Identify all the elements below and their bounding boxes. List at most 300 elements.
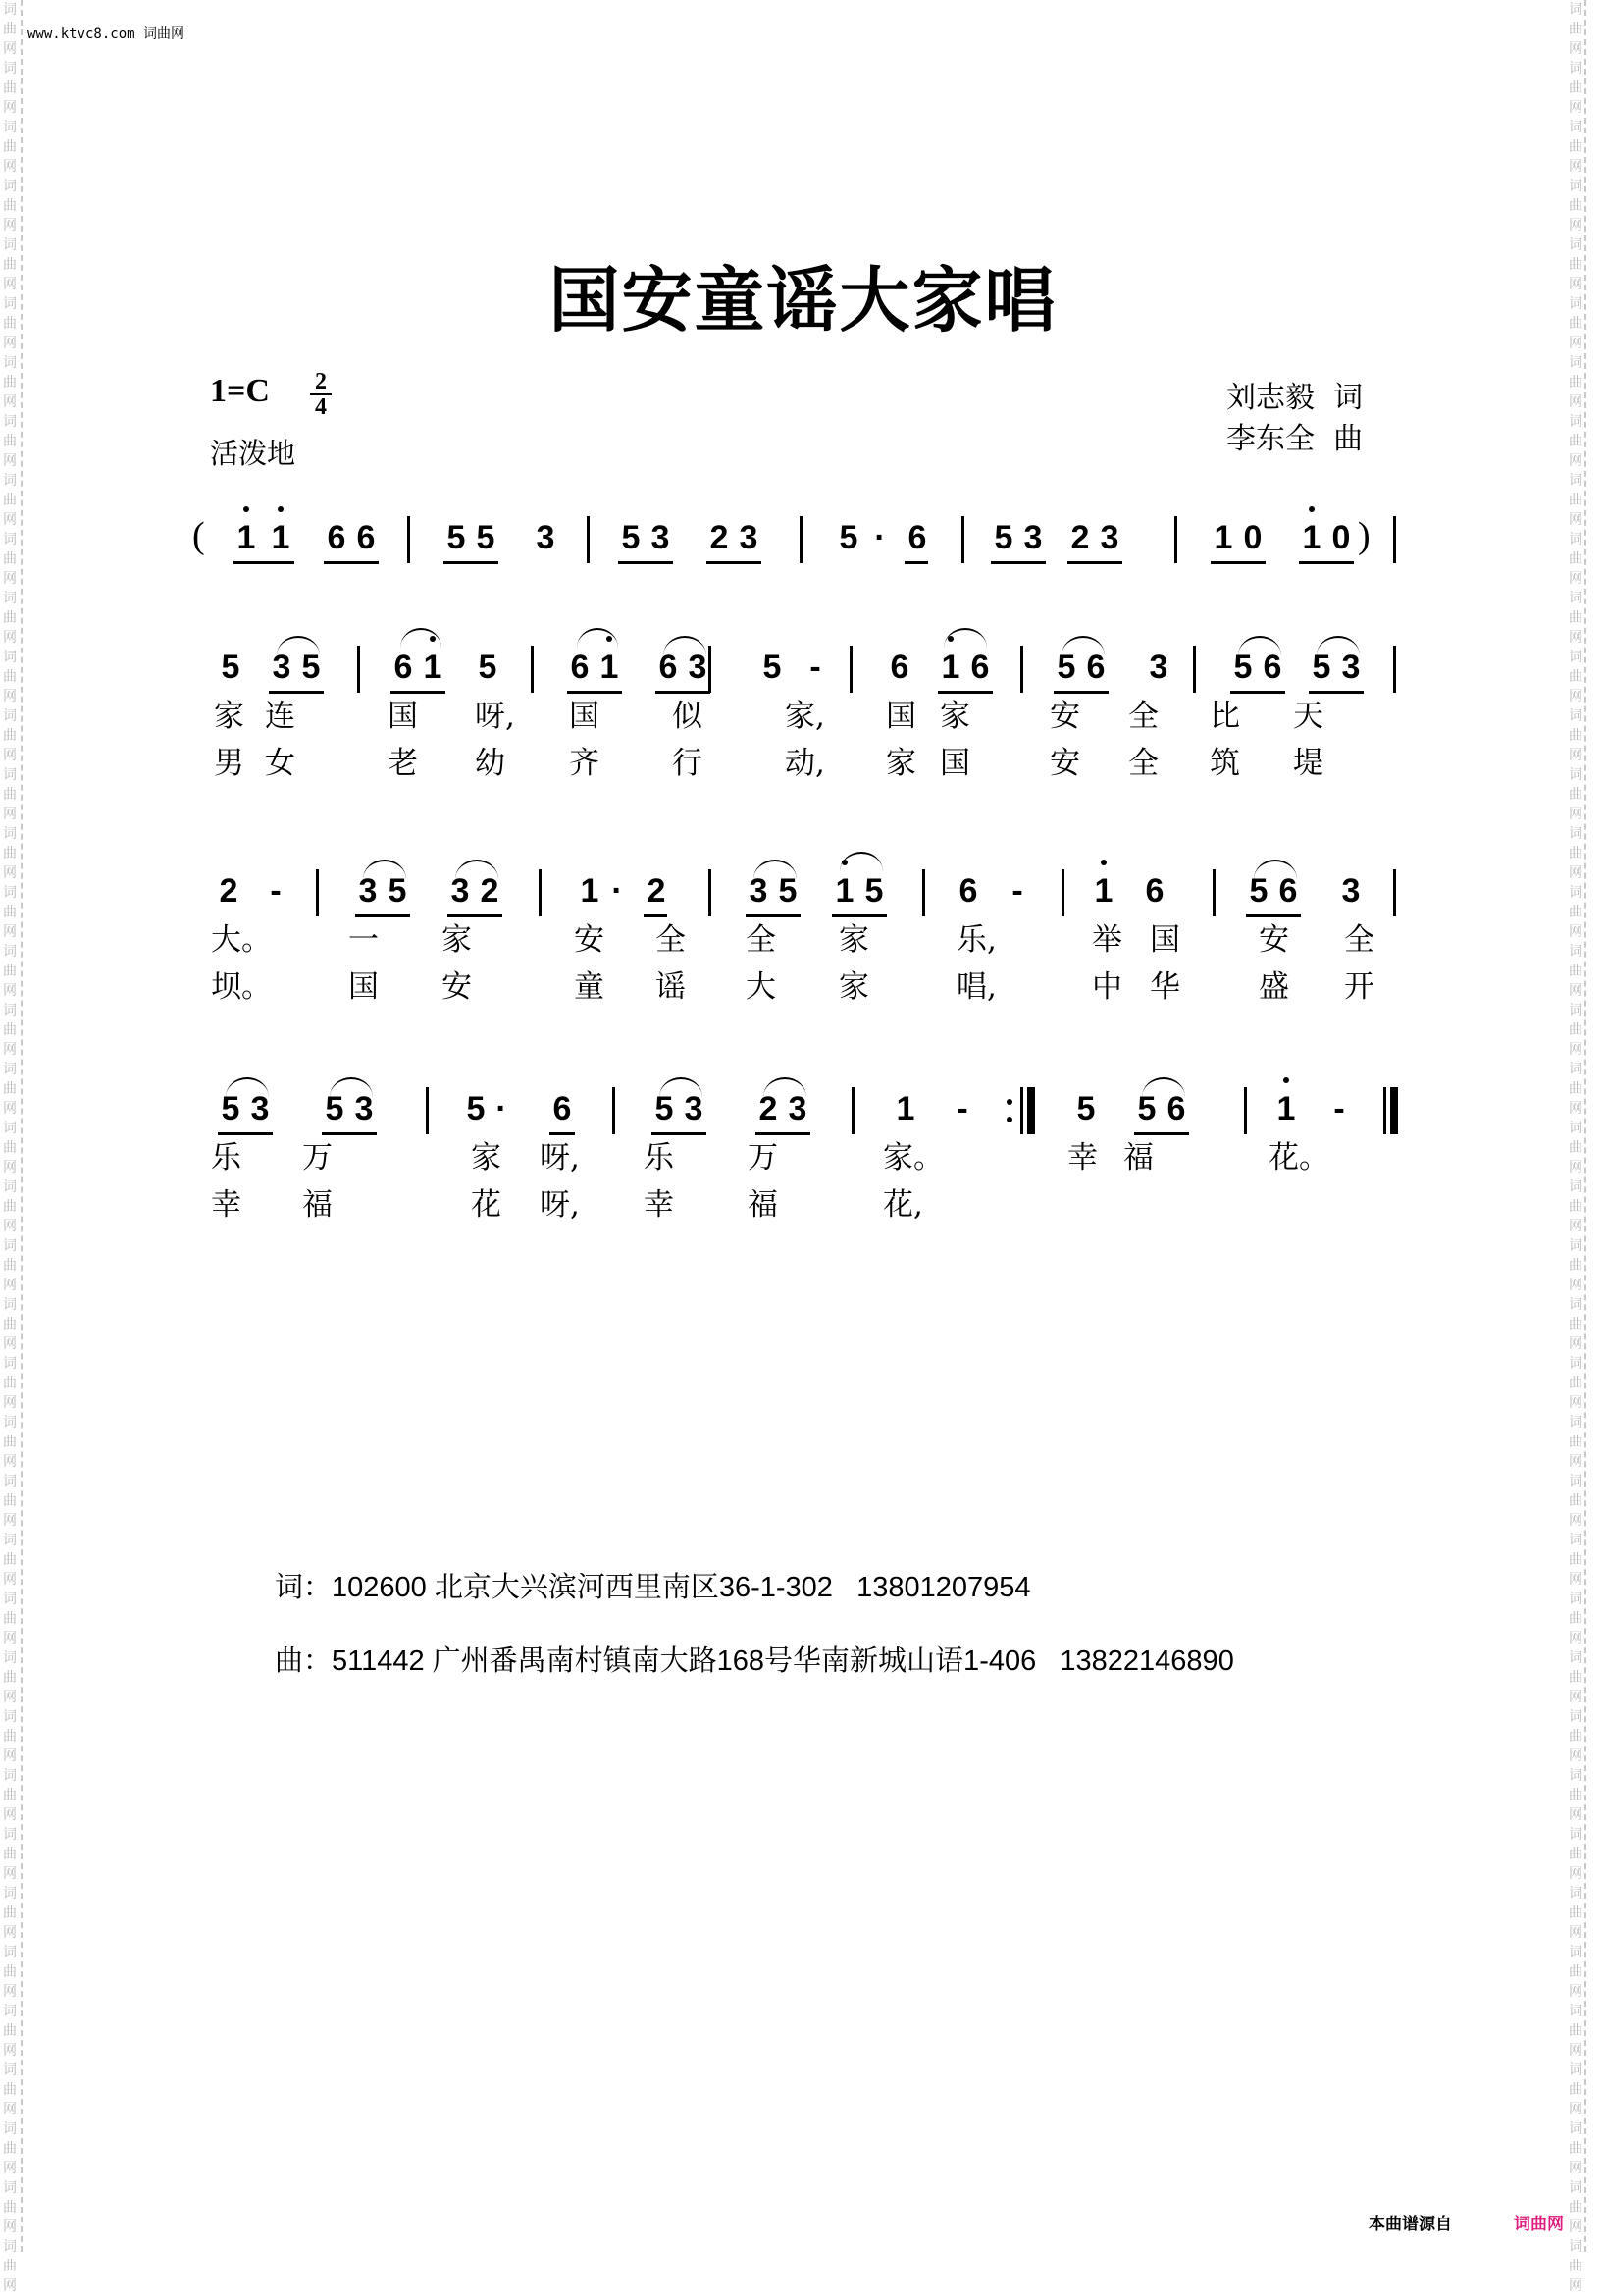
beam-underline bbox=[746, 914, 801, 917]
watermark-text: 词 曲 网 bbox=[1569, 1592, 1582, 1646]
barline bbox=[1393, 869, 1396, 916]
note: - bbox=[957, 1090, 968, 1127]
watermark-text: 词 曲 网 bbox=[3, 1709, 17, 1764]
lyric-syllable: 安 bbox=[1050, 699, 1080, 734]
repeat-dot bbox=[1007, 1099, 1012, 1105]
watermark-text: 词 曲 网 bbox=[3, 179, 17, 234]
note: 1 bbox=[834, 871, 855, 911]
lyric-syllable: 连 bbox=[265, 699, 295, 734]
lyric-syllable: 比 bbox=[1210, 699, 1240, 734]
beam-underline bbox=[1054, 691, 1109, 694]
watermark-text: 词 曲 网 bbox=[3, 473, 17, 528]
high-octave-dot bbox=[278, 506, 284, 512]
note: 5 bbox=[778, 872, 798, 910]
lyric-syllable: 万 bbox=[302, 1140, 333, 1175]
watermark-text: 词 曲 网 bbox=[1569, 2180, 1582, 2235]
lyric-syllable: 乐 bbox=[211, 1140, 241, 1175]
note: 3 bbox=[688, 649, 707, 686]
note: 3 bbox=[354, 1090, 374, 1127]
barline bbox=[1020, 646, 1023, 693]
watermark-text: 词 曲 网 bbox=[1569, 1886, 1582, 1941]
lyric-syllable: 安 bbox=[1050, 746, 1080, 781]
barline bbox=[708, 646, 711, 693]
barline bbox=[1244, 1087, 1247, 1134]
watermark-text: 词 曲 网 bbox=[3, 826, 17, 881]
barline bbox=[407, 516, 410, 563]
note: 1 bbox=[896, 1090, 915, 1127]
time-signature-numerator: 2 bbox=[315, 369, 327, 394]
note: 6 bbox=[552, 1090, 572, 1127]
watermark-text: 词 曲 网 bbox=[3, 61, 17, 116]
barline bbox=[800, 516, 803, 563]
note: 2 bbox=[758, 1090, 778, 1127]
note: 5 bbox=[221, 1090, 240, 1127]
note: 1 bbox=[270, 518, 291, 557]
slur bbox=[330, 1077, 373, 1097]
note: 2 bbox=[647, 872, 666, 910]
note: 5 bbox=[1312, 649, 1331, 686]
repeat-dot bbox=[1007, 1117, 1012, 1122]
lyric-syllable: 国 bbox=[388, 699, 418, 734]
barline bbox=[922, 869, 925, 916]
note: 2 bbox=[480, 872, 499, 910]
note: - bbox=[270, 872, 282, 910]
beam-underline bbox=[390, 691, 445, 694]
note: 1 bbox=[1093, 871, 1114, 911]
lyric-syllable: 老 bbox=[388, 746, 418, 781]
note: 6 bbox=[1263, 649, 1282, 686]
watermark-text: 词 曲 网 bbox=[3, 120, 17, 175]
barline bbox=[612, 1087, 615, 1134]
beam-underline bbox=[233, 561, 294, 564]
note: 3 bbox=[1149, 649, 1168, 686]
watermark-text: 词 曲 网 bbox=[3, 1827, 17, 1882]
barline bbox=[531, 646, 534, 693]
lyric-syllable: 家。 bbox=[883, 1140, 944, 1175]
beam-underline bbox=[1309, 691, 1364, 694]
beam-underline bbox=[618, 561, 673, 564]
watermark-text: 词 曲 网 bbox=[1569, 826, 1582, 881]
note: 1 bbox=[422, 648, 443, 687]
beam-underline bbox=[644, 914, 667, 917]
note: 5 bbox=[221, 649, 240, 686]
lyric-syllable: 呀, bbox=[540, 1140, 580, 1175]
note: 3 bbox=[1341, 649, 1361, 686]
watermark-text: 词 曲 网 bbox=[1569, 1533, 1582, 1588]
barline bbox=[708, 869, 711, 916]
lyric-syllable: 堤 bbox=[1293, 746, 1323, 781]
lyric-syllable: 动, bbox=[785, 746, 825, 781]
note: 5 bbox=[466, 1090, 486, 1127]
beam-underline bbox=[355, 914, 410, 917]
beam-underline bbox=[1246, 914, 1301, 917]
note: 5 bbox=[478, 649, 497, 686]
lyric-syllable: 安 bbox=[1259, 922, 1289, 958]
note: 3 bbox=[788, 1090, 807, 1127]
note: 3 bbox=[536, 519, 555, 556]
note: 1 bbox=[1301, 518, 1322, 557]
barline bbox=[1383, 1087, 1386, 1134]
beam-underline bbox=[324, 561, 379, 564]
lyric-syllable: 坝。 bbox=[211, 969, 272, 1005]
watermark-text: 词 曲 网 bbox=[3, 1474, 17, 1529]
watermark-text: 词 曲 网 bbox=[3, 1238, 17, 1293]
note: 5 bbox=[388, 872, 407, 910]
note: 6 bbox=[1166, 1090, 1186, 1127]
barline bbox=[1193, 646, 1196, 693]
watermark-text: 词 曲 网 bbox=[3, 1945, 17, 2000]
lyric-syllable: 家 bbox=[214, 699, 244, 734]
watermark-text: 词 曲 网 bbox=[3, 1650, 17, 1705]
barline bbox=[357, 646, 360, 693]
beam-underline bbox=[755, 1132, 810, 1135]
watermark-text: 词 曲 网 bbox=[1569, 1062, 1582, 1117]
note: 5 bbox=[1233, 649, 1253, 686]
lyric-syllable: 行 bbox=[672, 746, 702, 781]
beam-underline bbox=[1067, 561, 1122, 564]
beam-underline bbox=[938, 691, 993, 694]
watermark-text: 词 曲 网 bbox=[3, 1179, 17, 1234]
beam-underline bbox=[651, 1132, 706, 1135]
lyric-syllable: 全 bbox=[746, 922, 776, 958]
watermark-text: 词 曲 网 bbox=[1569, 1415, 1582, 1470]
lyric-syllable: 全 bbox=[1128, 699, 1159, 734]
thick-barline bbox=[1027, 1087, 1035, 1134]
note: 5 bbox=[864, 872, 884, 910]
watermark-text: 词 曲 网 bbox=[3, 1003, 17, 1058]
lyric-syllable: 家 bbox=[940, 699, 970, 734]
watermark-text: 词 曲 网 bbox=[3, 1533, 17, 1588]
note: 1 bbox=[580, 872, 599, 910]
lyric-syllable: 似 bbox=[672, 699, 702, 734]
watermark-text: 词 曲 网 bbox=[3, 237, 17, 292]
lyric-syllable: 国 bbox=[569, 699, 599, 734]
slur bbox=[1254, 860, 1297, 879]
barline bbox=[587, 516, 590, 563]
lyric-syllable: 谣 bbox=[655, 969, 686, 1005]
lyric-syllable: 国 bbox=[886, 699, 916, 734]
note: 6 bbox=[658, 649, 678, 686]
beam-underline bbox=[549, 1132, 575, 1135]
note: 6 bbox=[890, 649, 909, 686]
lyric-syllable: 福 bbox=[748, 1187, 778, 1223]
note: 0 bbox=[1331, 519, 1351, 556]
lyric-syllable: 全 bbox=[1128, 746, 1159, 781]
note: 5 bbox=[1137, 1090, 1157, 1127]
watermark-text: 词 曲 网 bbox=[1569, 1650, 1582, 1705]
barline bbox=[316, 869, 319, 916]
high-octave-dot bbox=[1309, 506, 1315, 512]
slur bbox=[1142, 1077, 1185, 1097]
slur bbox=[840, 852, 883, 871]
watermark-text: 词 曲 网 bbox=[1569, 591, 1582, 646]
note: 6 bbox=[958, 872, 978, 910]
lyric-syllable: 一 bbox=[348, 922, 379, 958]
slur bbox=[363, 860, 406, 879]
watermark-text: 词 曲 网 bbox=[3, 1415, 17, 1470]
lyric-syllable: 万 bbox=[748, 1140, 778, 1175]
parenthesis: ) bbox=[1358, 515, 1371, 556]
lyric-syllable: 安 bbox=[574, 922, 604, 958]
note: 3 bbox=[749, 872, 768, 910]
watermark-text: 词 曲 网 bbox=[1569, 2, 1582, 57]
beam-underline bbox=[567, 691, 622, 694]
note: 5 bbox=[762, 649, 782, 686]
lyric-syllable: 全 bbox=[1344, 922, 1374, 958]
watermark-text: 词 曲 网 bbox=[3, 2004, 17, 2059]
lyric-syllable: 童 bbox=[574, 969, 604, 1005]
note: 6 bbox=[327, 519, 346, 556]
slur bbox=[753, 860, 797, 879]
note: 3 bbox=[1100, 519, 1119, 556]
note: 3 bbox=[650, 519, 670, 556]
note: 5 bbox=[476, 519, 495, 556]
lyric-syllable: 大 bbox=[746, 969, 776, 1005]
lyric-syllable: 安 bbox=[441, 969, 472, 1005]
note: 3 bbox=[358, 872, 378, 910]
slur bbox=[1317, 636, 1360, 655]
beam-underline bbox=[991, 561, 1046, 564]
tempo-marking: 活泼地 bbox=[210, 437, 296, 470]
barline bbox=[539, 869, 542, 916]
watermark-text: 词 曲 网 bbox=[3, 2239, 17, 2294]
lyric-syllable: 呀, bbox=[475, 699, 515, 734]
watermark-text: 词 曲 网 bbox=[3, 2180, 17, 2235]
lyric-syllable: 家 bbox=[839, 969, 869, 1005]
note: 6 bbox=[970, 649, 990, 686]
lyric-syllable: 花 bbox=[471, 1187, 501, 1223]
beam-underline bbox=[322, 1132, 377, 1135]
lyric-syllable: 女 bbox=[265, 746, 295, 781]
high-octave-dot bbox=[1101, 860, 1107, 865]
lyric-syllable: 家 bbox=[886, 746, 916, 781]
note: 6 bbox=[570, 649, 590, 686]
watermark-text: 词 曲 网 bbox=[1569, 1709, 1582, 1764]
lyric-syllable: 筑 bbox=[1210, 746, 1240, 781]
key-signature: 1=C bbox=[210, 373, 270, 409]
watermark-text: 词 曲 网 bbox=[3, 1356, 17, 1411]
composer-credit: 李东全 曲 bbox=[1226, 422, 1364, 456]
slur bbox=[226, 1077, 269, 1097]
lyric-syllable: 开 bbox=[1344, 969, 1374, 1005]
lyric-syllable: 全 bbox=[655, 922, 686, 958]
note: 5 bbox=[839, 519, 858, 556]
beam-underline bbox=[655, 691, 710, 694]
watermark-text: 词 曲 网 bbox=[3, 650, 17, 704]
note: 3 bbox=[250, 1090, 270, 1127]
lyric-syllable: 家 bbox=[471, 1140, 501, 1175]
beam-underline bbox=[832, 914, 887, 917]
watermark-text: 词 曲 网 bbox=[3, 532, 17, 587]
lyric-syllable: 家, bbox=[785, 699, 825, 734]
slur bbox=[400, 628, 441, 648]
barline bbox=[1213, 869, 1216, 916]
beam-underline bbox=[1230, 691, 1285, 694]
lyric-syllable: 家 bbox=[839, 922, 869, 958]
lyric-syllable: 国 bbox=[1150, 922, 1180, 958]
lyric-syllable: 福 bbox=[302, 1187, 333, 1223]
song-title: 国安童谣大家唱 bbox=[548, 258, 1058, 341]
lyric-syllable: 国 bbox=[940, 746, 970, 781]
note: 2 bbox=[1070, 519, 1090, 556]
watermark-text: 词 曲 网 bbox=[3, 708, 17, 763]
watermark-text: 词 曲 网 bbox=[1569, 2121, 1582, 2176]
watermark-text: 词 曲 网 bbox=[1569, 767, 1582, 822]
note: 3 bbox=[739, 519, 758, 556]
watermark-text: 词 曲 网 bbox=[1569, 296, 1582, 351]
barline bbox=[852, 1087, 855, 1134]
composer-address: 曲：511442 广州番禺南村镇南大路168号华南新城山语1-406 13822146890 bbox=[275, 1645, 1234, 1677]
watermark-text: 词 曲 网 bbox=[3, 414, 17, 469]
watermark-text: 词 曲 网 bbox=[1569, 2004, 1582, 2059]
note: 5 bbox=[1249, 872, 1269, 910]
lyric-syllable: 幸 bbox=[211, 1187, 241, 1223]
beam-underline bbox=[218, 1132, 273, 1135]
watermark-text: 词 曲 网 bbox=[1569, 1121, 1582, 1175]
lyricist-credit: 刘志毅 词 bbox=[1226, 381, 1364, 415]
note: 5 bbox=[446, 519, 466, 556]
lyric-syllable: 幼 bbox=[475, 746, 505, 781]
beam-underline bbox=[269, 691, 324, 694]
slur bbox=[944, 628, 987, 648]
parenthesis: ( bbox=[192, 515, 205, 556]
slur bbox=[763, 1077, 806, 1097]
beam-underline bbox=[1211, 561, 1266, 564]
barline bbox=[961, 516, 964, 563]
watermark-text: 词 曲 网 bbox=[3, 2, 17, 57]
watermark-text: 词 曲 网 bbox=[1569, 473, 1582, 528]
note: 6 bbox=[1278, 872, 1298, 910]
note: · bbox=[495, 1090, 507, 1127]
watermark-text: 词 曲 网 bbox=[1569, 414, 1582, 469]
barline bbox=[1393, 516, 1396, 563]
watermark-text: 词 曲 网 bbox=[3, 944, 17, 999]
lyric-syllable: 幸 bbox=[644, 1187, 674, 1223]
beam-underline bbox=[1134, 1132, 1189, 1135]
watermark-text: 词 曲 网 bbox=[1569, 1238, 1582, 1293]
barline bbox=[1062, 869, 1064, 916]
watermark-text: 词 曲 网 bbox=[1569, 179, 1582, 234]
high-octave-dot bbox=[1283, 1077, 1289, 1083]
note: 1 bbox=[1275, 1089, 1297, 1128]
high-octave-dot bbox=[243, 506, 249, 512]
time-signature bbox=[310, 371, 332, 418]
watermark-text: 词 曲 网 bbox=[3, 1297, 17, 1352]
watermark-text: 词 曲 网 bbox=[1569, 1179, 1582, 1234]
slur bbox=[1238, 636, 1281, 655]
beam-underline bbox=[447, 914, 502, 917]
slur bbox=[455, 860, 498, 879]
source-site-link[interactable]: 词曲网 bbox=[1514, 2215, 1564, 2234]
slur bbox=[663, 636, 706, 655]
watermark-text: 词 曲 网 bbox=[1569, 885, 1582, 940]
lyric-syllable: 大。 bbox=[211, 922, 272, 958]
lyric-syllable: 天 bbox=[1293, 699, 1323, 734]
note: 3 bbox=[272, 649, 291, 686]
lyric-syllable: 花。 bbox=[1269, 1140, 1329, 1175]
lyric-syllable: 呀, bbox=[540, 1187, 580, 1223]
watermark-text: 词 曲 网 bbox=[1569, 355, 1582, 410]
note: · bbox=[874, 519, 886, 556]
watermark-text: 词 曲 网 bbox=[3, 885, 17, 940]
note: 1 bbox=[235, 518, 257, 557]
watermark-text: 词 曲 网 bbox=[3, 2121, 17, 2176]
note: 6 bbox=[1086, 649, 1106, 686]
note: 5 bbox=[1076, 1090, 1096, 1127]
lyric-syllable: 举 bbox=[1092, 922, 1122, 958]
note: 6 bbox=[356, 519, 376, 556]
lyric-syllable: 幸 bbox=[1067, 1140, 1098, 1175]
note: 5 bbox=[621, 519, 641, 556]
lyric-syllable: 家 bbox=[441, 922, 472, 958]
time-signature-denominator: 4 bbox=[315, 394, 327, 420]
lyric-syllable: 花, bbox=[883, 1187, 923, 1223]
note: 1 bbox=[1214, 519, 1233, 556]
watermark-text: 词 曲 网 bbox=[3, 355, 17, 410]
watermark-text: 词 曲 网 bbox=[1569, 1356, 1582, 1411]
watermark-text: 词 曲 网 bbox=[3, 767, 17, 822]
note: - bbox=[809, 649, 821, 686]
lyric-syllable: 男 bbox=[214, 746, 244, 781]
watermark-text: 词 曲 网 bbox=[1569, 708, 1582, 763]
watermark-text: 词 曲 网 bbox=[1569, 650, 1582, 704]
watermark-text: 词 曲 网 bbox=[1569, 237, 1582, 292]
site-header-text: www.ktvc8.com 词曲网 bbox=[27, 26, 185, 42]
lyric-syllable: 盛 bbox=[1259, 969, 1289, 1005]
lyric-syllable: 乐, bbox=[957, 922, 997, 958]
note: · bbox=[611, 872, 623, 910]
note: 2 bbox=[709, 519, 729, 556]
watermark-text: 词 曲 网 bbox=[3, 1592, 17, 1646]
barline bbox=[426, 1087, 429, 1134]
barline bbox=[1020, 1087, 1023, 1134]
beam-underline bbox=[706, 561, 761, 564]
watermark-text: 词 曲 网 bbox=[1569, 1945, 1582, 2000]
beam-underline bbox=[905, 561, 928, 564]
watermark-text: 词 曲 网 bbox=[3, 1121, 17, 1175]
watermark-text: 词 曲 网 bbox=[1569, 1297, 1582, 1352]
watermark-text: 词 曲 网 bbox=[1569, 2062, 1582, 2117]
note: - bbox=[1011, 872, 1023, 910]
watermark-text: 词 曲 网 bbox=[1569, 1474, 1582, 1529]
note: 5 bbox=[301, 649, 321, 686]
lyric-syllable: 中 bbox=[1092, 969, 1122, 1005]
slur bbox=[277, 636, 320, 655]
note: 6 bbox=[1145, 872, 1165, 910]
final-thick-barline bbox=[1390, 1087, 1398, 1134]
note: 1 bbox=[598, 648, 620, 687]
slur bbox=[577, 628, 618, 648]
watermark-text: 词 曲 网 bbox=[1569, 532, 1582, 587]
note: 3 bbox=[1341, 872, 1361, 910]
note: 5 bbox=[325, 1090, 344, 1127]
note: 6 bbox=[393, 649, 413, 686]
barline bbox=[1174, 516, 1177, 563]
source-label: 本曲谱源自 bbox=[1369, 2215, 1452, 2234]
note: 5 bbox=[1057, 649, 1076, 686]
beam-underline bbox=[443, 561, 498, 564]
note: 5 bbox=[654, 1090, 674, 1127]
note: 2 bbox=[219, 872, 238, 910]
note: 0 bbox=[1243, 519, 1263, 556]
lyric-syllable: 唱, bbox=[957, 969, 997, 1005]
lyric-syllable: 国 bbox=[348, 969, 379, 1005]
watermark-text: 词 曲 网 bbox=[1569, 1827, 1582, 1882]
note: 3 bbox=[450, 872, 470, 910]
lyric-syllable: 乐 bbox=[644, 1140, 674, 1175]
watermark-text: 词 曲 网 bbox=[3, 1062, 17, 1117]
slur bbox=[659, 1077, 702, 1097]
